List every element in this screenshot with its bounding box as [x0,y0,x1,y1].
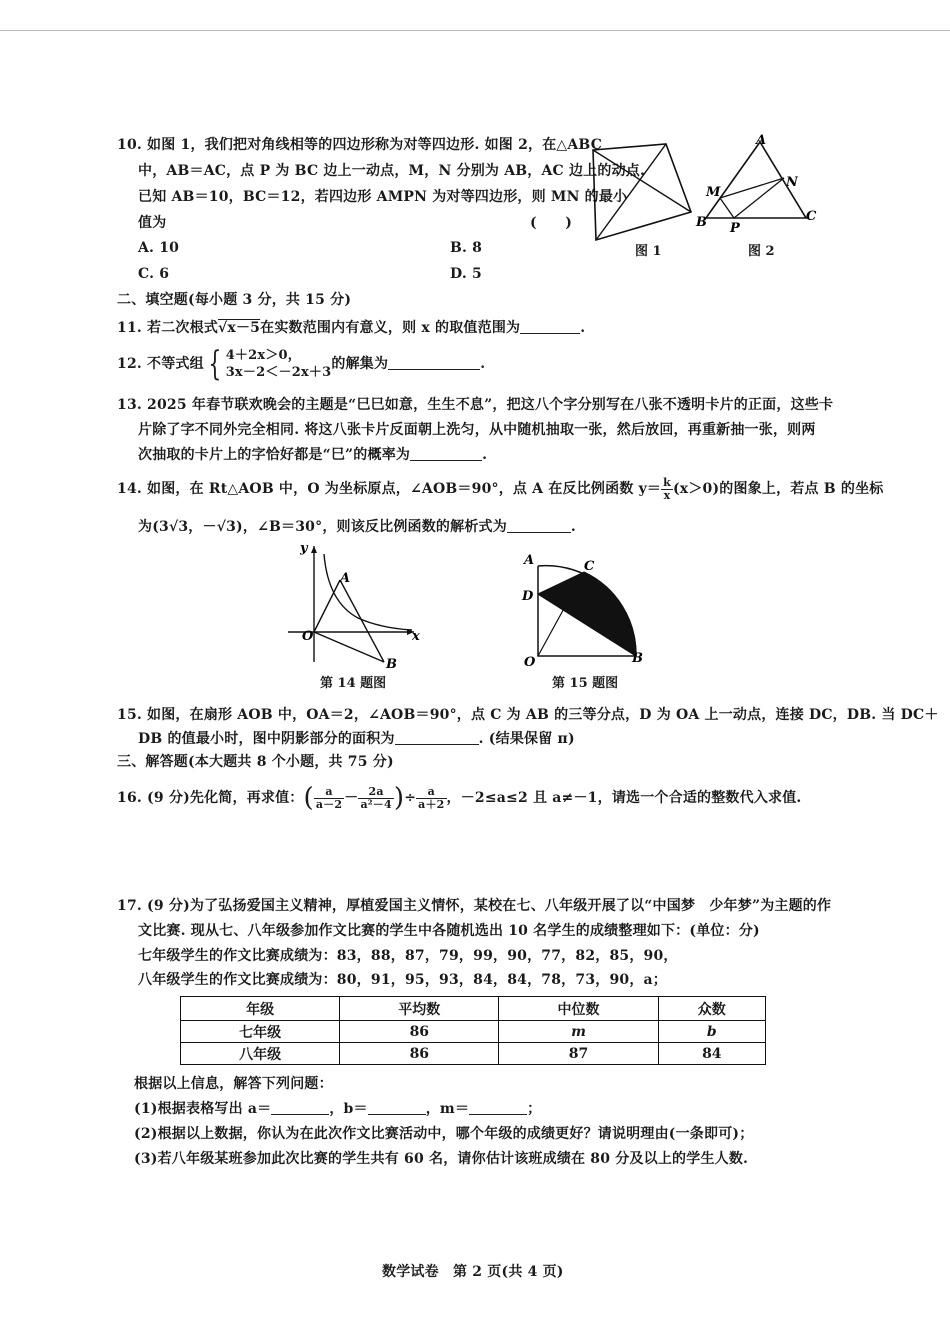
q12-inequality-2: 3x－2＜－2x＋3 [225,365,332,380]
q11 [117,318,585,338]
q10-option-d: D. 5 [450,266,482,282]
q17-line3: 七年级学生的作文比赛成绩为：83，88，87，79，99，90，77，82，85，90， [138,948,678,964]
q13-line3-text: 次抽取的卡片上的字恰好都是“巳”的概率为 [138,447,411,463]
q11-post: 在实数范围内有意义，则 x 的取值范围为 [260,320,521,336]
q11-end: . [580,320,586,336]
section-2-heading: 二、填空题(每小题 3 分，共 15 分) [117,292,352,308]
q17-sub1-pre: (1)根据表格写出 a＝ [134,1101,272,1117]
table-cell: 84 [658,1043,765,1065]
table-header-row [181,997,766,1021]
q10-option-b: B. 8 [450,240,483,256]
q16-pre: 16. (9 分)先化简，再求值： [117,790,304,806]
fig15-label-d: D [522,589,534,604]
q17-score-table [180,996,766,1065]
q12 [117,344,485,384]
fig15-label-o: O [524,655,536,670]
q10-line2: 中，AB＝AC，点 P 为 BC 边上一动点，M，N 分别为 AB，AC 边上的动点. [138,163,646,179]
q17-sub1 [134,1099,541,1119]
q14-answer-blank[interactable] [507,518,571,533]
q12-post: 的解集为 [331,356,389,372]
q10-figure-2-caption: 图 2 [748,244,775,259]
q16-fraction-3 [416,786,446,811]
table-header-cell: 众数 [658,997,765,1021]
q13-line2: 片除了字不同外完全相同. 将这八张卡片反面朝上洗匀，从中随机抽取一张，然后放回，再重新抽一张，则两 [138,422,816,438]
fig15-label-c: C [584,559,595,574]
q17-sub1-end: ； [527,1101,542,1117]
table-cell: 87 [499,1043,658,1065]
q10-option-c: C. 6 [138,266,170,282]
q11-radical: √x－5 [218,320,261,336]
page-footer: 数学试卷 第 2 页(共 4 页) [382,1264,564,1280]
q17-answer-m-blank[interactable] [469,1100,527,1115]
table-cell: 86 [340,1021,499,1043]
q12-pre: 12. 不等式组 [117,356,204,372]
q16-fraction-3-num: a [416,786,446,799]
fig2-label-c: C [806,209,817,224]
q15-line1: 15. 如图，在扇形 AOB 中，OA＝2，∠AOB＝90°，点 C 为 AB 的三等分点，D 为 OA 上一动点，连接 DC，DB. 当 DC＋ [117,707,939,723]
table-header-cell: 平均数 [340,997,499,1021]
q14-fraction-num: k [663,475,671,489]
q10-figure-1-caption: 图 1 [635,244,662,259]
q17-answer-b-blank[interactable] [368,1100,426,1115]
fig2-label-m: M [706,185,721,200]
q16-fraction-2-den: a²－4 [360,797,392,811]
q10-figure-2 [694,134,820,234]
q17-intro: 根据以上信息，解答下列问题： [134,1076,333,1092]
q16-fraction-1 [314,786,344,811]
table-header-cell: 中位数 [499,997,658,1021]
q16-divide: ÷ [404,790,417,806]
q14-line1 [117,472,884,506]
fig14-label-o: O [302,629,314,644]
fig15-label-b: B [632,651,643,666]
q16-paren-open: ( [303,783,314,813]
q16-paren-close: ) [393,783,405,813]
q15-figure-caption: 第 15 题图 [552,676,619,691]
q14-figure-caption: 第 14 题图 [320,676,387,691]
q15-figure [520,550,650,670]
table-cell: b [658,1021,765,1043]
q12-system [226,347,332,381]
q16-fraction-1-num: a [314,786,344,799]
q17-sub1-b: ，b＝ [329,1101,368,1117]
q13-line1: 13. 2025 年春节联欢晚会的主题是“巳巳如意，生生不息”，把这八个字分别写在八张不透明卡片的正面，这些卡 [117,397,834,413]
fig14-label-a: A [340,571,351,586]
q12-brace: { [208,344,222,384]
q10-line4: 值为 [138,215,167,231]
q14-line1-pre: 14. 如图，在 Rt△AOB 中，O 为坐标原点，∠AOB＝90°，点 A 在反比例函数 y＝ [117,481,662,497]
table-cell: 86 [340,1043,499,1065]
fig14-label-x: x [412,629,420,644]
q16 [117,780,802,816]
q16-fraction-1-den: a－2 [315,797,343,811]
q16-post: ，－2≤a≤2 且 a≠－1，请选一个合适的整数代入求值. [446,790,802,806]
q11-pre: 11. 若二次根式 [117,320,219,336]
fig15-label-a: A [524,553,535,568]
q10-option-a: A. 10 [138,240,180,256]
q17-line2: 文比赛. 现从七、八年级参加作文比赛的学生中各随机选出 10 名学生的成绩整理如下：(单位：分) [138,923,760,939]
table-row [181,1021,766,1043]
fig2-label-p: P [730,221,740,234]
q10-line3: 已知 AB＝10，BC＝12，若四边形 AMPN 为对等四边形，则 MN 的最小 [138,189,628,205]
q14-end: . [570,519,576,535]
q14-line2 [138,517,576,537]
q17-sub3: (3)若八年级某班参加此次比赛的学生共有 60 名，请你估计该班成绩在 80 分及以上的学生人数. [134,1151,749,1167]
q10-figure-1 [588,140,698,246]
q14-figure [284,540,424,670]
table-row [181,1043,766,1065]
fig2-label-n: N [786,175,798,190]
table-cell: 七年级 [181,1021,340,1043]
table-cell: 八年级 [181,1043,340,1065]
q17-line1: 17. (9 分)为了弘扬爱国主义精神，厚植爱国主义情怀，某校在七、八年级开展了以“中国梦 少年梦”为主题的作 [117,898,832,914]
q17-sub2: (2)根据以上数据，你认为在此次作文比赛活动中，哪个年级的成绩更好？请说明理由(一条即可)； [134,1126,754,1142]
q14-fraction-den: x [663,488,671,502]
q16-fraction-2 [358,786,393,811]
fig14-label-y: y [300,541,308,556]
fig2-label-a: A [756,134,767,148]
q14-line1-post: (x＞0)的图象上，若点 B 的坐标 [672,481,884,497]
q15-line2-text: DB 的值最小时，图中阴影部分的面积为 [138,731,395,747]
q15-answer-blank[interactable] [395,730,479,745]
section-3-heading: 三、解答题(本大题共 8 个小题，共 75 分) [117,754,394,770]
table-cell: m [499,1021,658,1043]
q13-end: . [482,447,488,463]
q17-sub1-m: ，m＝ [425,1101,470,1117]
q10-answer-paren: ( ) [530,215,573,231]
q16-fraction-3-den: a＋2 [418,797,445,811]
q12-end: . [480,356,486,372]
q13-answer-blank[interactable] [410,446,482,461]
q17-line4: 八年级学生的作文比赛成绩为：80，91，95，93，84，84，78，73，90，a； [138,972,668,988]
q15-line2-end: . (结果保留 π) [478,731,575,747]
q13-line3 [138,445,487,465]
table-header-cell: 年级 [181,997,340,1021]
q10-line1: 10. 如图 1，我们把对角线相等的四边形称为对等四边形. 如图 2，在△ABC [117,137,603,153]
q14-fraction [661,477,673,502]
q12-answer-blank[interactable] [388,355,480,370]
q14-line2-text: 为(3√3，－√3)，∠B＝30°，则该反比例函数的解析式为 [138,519,507,535]
q16-fraction-2-num: 2a [358,786,393,799]
q12-inequality-1: 4＋2x＞0， [225,348,301,363]
q11-answer-blank[interactable] [520,319,580,334]
q15-line2 [138,729,575,749]
fig2-label-b: B [696,215,707,230]
fig14-label-b: B [386,657,397,670]
q16-minus: － [344,790,359,806]
q17-answer-a-blank[interactable] [271,1100,329,1115]
